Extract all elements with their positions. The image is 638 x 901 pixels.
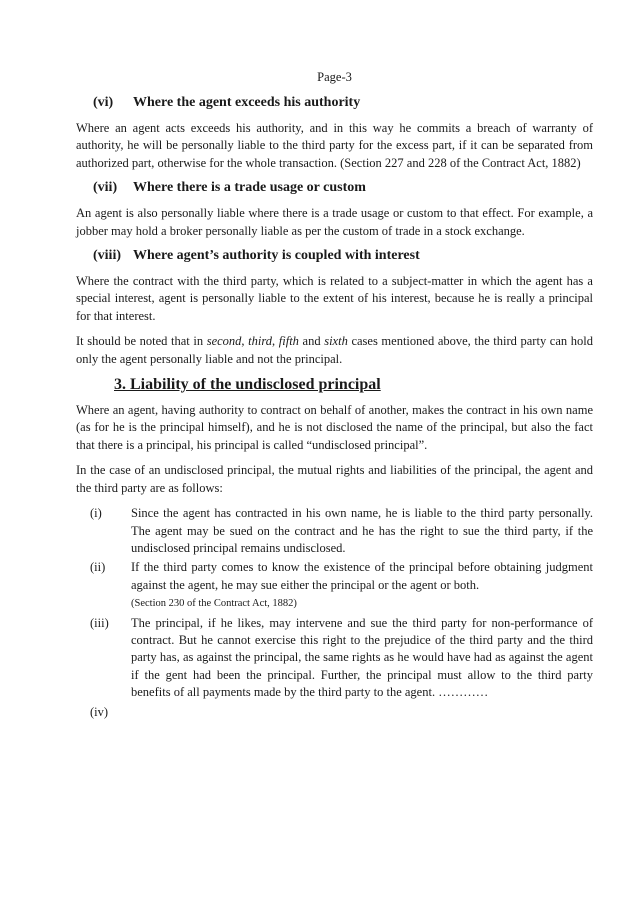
section-title: Where there is a trade usage or custom bbox=[133, 180, 366, 196]
section3-paragraph-2: In the case of an undisclosed principal, the mutual rights and liabilities of the principal, the agent and the third party are as follows: bbox=[76, 463, 593, 495]
list-marker: (iii) bbox=[90, 615, 109, 630]
section-paragraph: Where an agent acts exceeds his authority, and in this way he commits a breach of warranty of authority, he will be personally liable to the third party for the excess part, if it can be separated from authorized part, otherwise for the whole transaction. (Section 227 and 228 of the Contract Act, 1882) bbox=[76, 121, 593, 170]
list-item bbox=[90, 505, 593, 557]
list-item-text: If the third party comes to know the existence of the principal before obtaining judgment against the agent, he may sue either the principal or the agent or both. bbox=[131, 560, 593, 592]
list-item-note: (Section 230 of the Contract Act, 1882) bbox=[131, 598, 297, 610]
note-emphasis: third bbox=[248, 334, 273, 349]
note-emphasis: second bbox=[206, 334, 242, 349]
section-heading-viii bbox=[93, 248, 593, 264]
note-emphasis: sixth bbox=[324, 334, 348, 349]
note-text: cases mentioned above, the third party can hold only the agent personally liable and not the principal. bbox=[76, 334, 593, 366]
note-text: , bbox=[272, 334, 279, 349]
list-item bbox=[90, 704, 593, 721]
section3-paragraph-1: Where an agent, having authority to contract on behalf of another, makes the contract in his own name (as for he is the principal himself), and he is not disclosed the name of the principal, but also the fact that there is a principal, his principal is called “undisclosed principal”. bbox=[76, 403, 593, 452]
liability-list bbox=[90, 505, 593, 721]
list-item-text bbox=[131, 704, 593, 721]
document-page bbox=[76, 70, 593, 723]
page-number: Page-3 bbox=[317, 70, 352, 84]
note-text: , bbox=[241, 334, 249, 349]
section-number: (vi) bbox=[93, 95, 114, 110]
list-item-text: Since the agent has contracted in his own name, he is liable to the third party personally. The agent may be sued on the contract and he has the right to sue the third party, if the undisclosed principal remains undisclosed. bbox=[131, 506, 593, 555]
list-item bbox=[90, 615, 593, 702]
note-emphasis: fifth bbox=[278, 334, 299, 349]
note-text: and bbox=[298, 334, 325, 349]
note-paragraph bbox=[76, 333, 593, 368]
list-item bbox=[90, 559, 593, 612]
list-item-body bbox=[131, 559, 593, 612]
section-heading-vii bbox=[93, 180, 593, 196]
section-paragraph: Where the contract with the third party, which is related to a subject-matter in which the agent has a special interest, agent is personally liable to the extent of his interest, because he is really a principal for that interest. bbox=[76, 274, 593, 323]
section-paragraph: An agent is also personally liable where there is a trade usage or custom to that effect. For example, a jobber may hold a broker personally liable as per the custom of trade in a stock exchange. bbox=[76, 206, 593, 238]
section-heading-vi bbox=[93, 95, 593, 111]
list-marker: (ii) bbox=[90, 560, 106, 575]
section-number: (viii) bbox=[93, 248, 121, 264]
section-number: (vii) bbox=[93, 180, 118, 196]
list-marker: (i) bbox=[90, 506, 102, 521]
list-marker: (iv) bbox=[90, 704, 109, 719]
section3-heading: 3. Liability of the undisclosed principal bbox=[114, 376, 381, 394]
section-title: Where the agent exceeds his authority bbox=[133, 95, 361, 110]
section-title: Where agent’s authority is coupled with interest bbox=[133, 248, 420, 264]
note-text: It should be noted that in bbox=[76, 334, 207, 349]
list-item-text: The principal, if he likes, may intervene and sue the third party for non-performance of contract. But he cannot exercise this right to the prejudice of the third party and the third party has, as against the principal, the same rights as he would have had as against the agent if the gent had been the principal. Further, the principal must allow to the third party benefits of all payments made by the third party to the agent. ………… bbox=[131, 615, 593, 700]
